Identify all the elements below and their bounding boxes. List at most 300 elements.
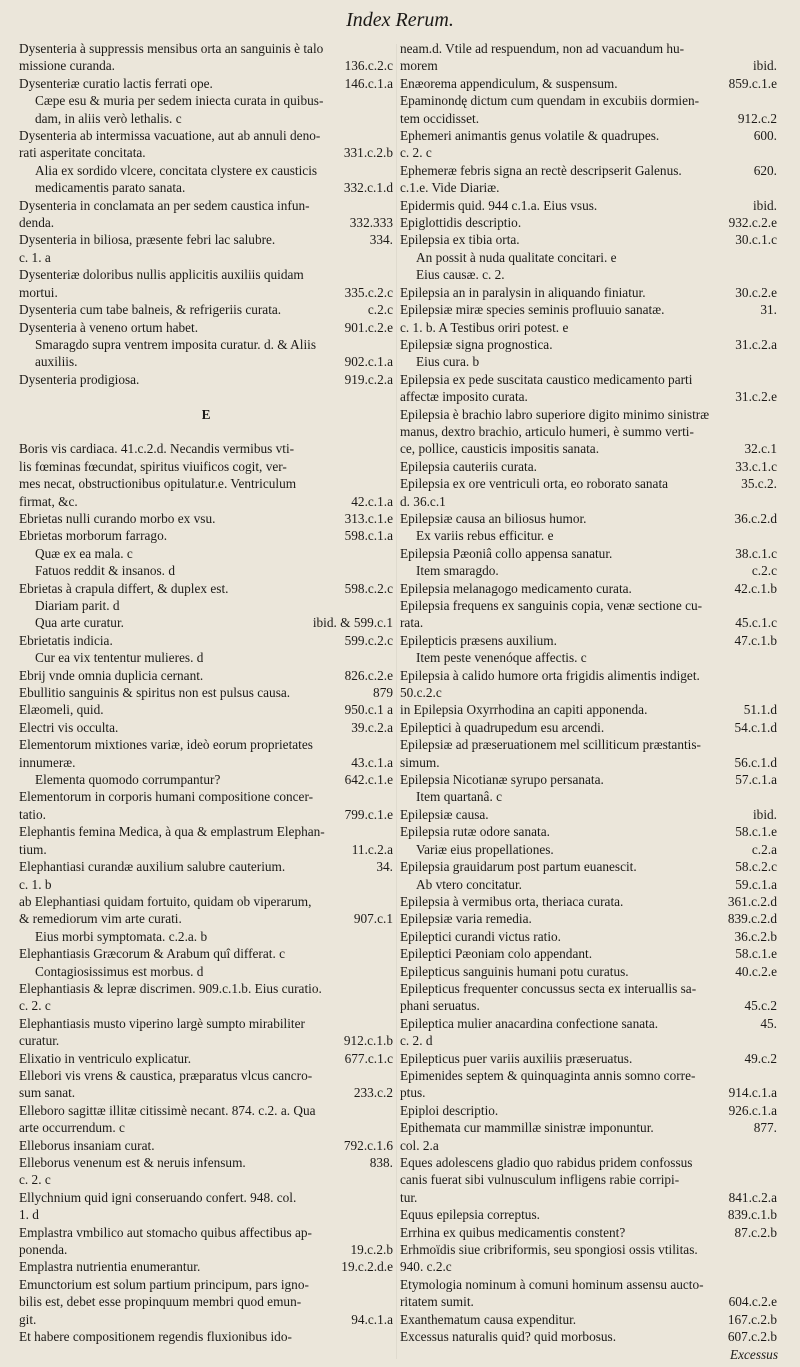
entry-reference: 332.333 bbox=[349, 215, 393, 231]
index-entry bbox=[19, 1154, 393, 1171]
entry-text: Eques adolescens gladio quo rabidus pridem confossus bbox=[400, 1155, 693, 1170]
entry-reference: 45.c.2 bbox=[744, 998, 777, 1014]
index-entry bbox=[400, 1050, 777, 1067]
entry-text: Cur ea vix tententur mulieres. d bbox=[35, 650, 204, 666]
index-entry bbox=[400, 440, 777, 457]
entry-text: d. 36.c.1 bbox=[400, 493, 446, 509]
index-entry bbox=[400, 510, 777, 527]
index-entry bbox=[19, 701, 393, 718]
index-entry bbox=[400, 493, 777, 510]
entry-text: Elleborus insaniam curat. bbox=[19, 1137, 155, 1153]
entry-text: Epilepsia Nicotianæ syrupo persanata. bbox=[400, 772, 604, 788]
entry-text: arte occurrendum. c bbox=[19, 1120, 125, 1136]
index-entry bbox=[19, 231, 393, 248]
index-entry bbox=[19, 945, 393, 962]
entry-text: Et habere compositionem regendis fluxionibus ido- bbox=[19, 1329, 292, 1345]
entry-text: Epileptici Pæoniam colo appendant. bbox=[400, 946, 593, 962]
entry-reference: 42.c.1.b bbox=[734, 580, 777, 596]
index-entry bbox=[19, 1189, 393, 1206]
entry-reference: 598.c.2.c bbox=[344, 580, 393, 596]
index-entry bbox=[19, 301, 393, 318]
page-header: Index Rerum. bbox=[346, 9, 454, 31]
entry-text: Elementorum mixtiones variæ, ideò eorum proprietates bbox=[19, 737, 313, 753]
entry-text: Epilepsia à vermibus orta, theriaca curata. bbox=[400, 893, 624, 909]
entry-text: Boris vis cardiaca. 41.c.2.d. Necandis vermibus vti- bbox=[19, 441, 295, 457]
index-entry bbox=[19, 162, 393, 179]
index-entry bbox=[19, 823, 393, 840]
entry-text: & remediorum vim arte curati. bbox=[19, 911, 182, 927]
index-entry bbox=[19, 319, 393, 336]
index-entry bbox=[19, 423, 393, 440]
index-entry bbox=[19, 40, 393, 57]
index-entry bbox=[400, 353, 777, 370]
index-entry bbox=[400, 580, 777, 597]
entry-text: Emplastra vmbilico aut stomacho quibus affectibus ap- bbox=[19, 1224, 312, 1240]
index-entry bbox=[400, 475, 777, 492]
index-entry bbox=[400, 1171, 777, 1188]
index-entry bbox=[19, 458, 393, 475]
entry-text: Epilepsiæ ad præseruationem mel scilliticum præstantis- bbox=[400, 737, 701, 753]
entry-reference: 94.c.1.a bbox=[351, 1311, 393, 1327]
index-entry bbox=[400, 1084, 777, 1101]
index-entry bbox=[400, 684, 777, 701]
entry-text: Smaragdo supra ventrem imposita curatur. d. & Aliis bbox=[35, 336, 317, 352]
entry-text: phani seruatus. bbox=[400, 998, 480, 1014]
index-entry bbox=[19, 1276, 393, 1293]
entry-text: tium. bbox=[19, 841, 47, 857]
entry-text: Elixatio in ventriculo explicatur. bbox=[19, 1050, 192, 1066]
entry-text: Emunctorium est solum partium principum, pars igno- bbox=[19, 1276, 309, 1292]
index-entry bbox=[19, 1258, 393, 1275]
index-entry bbox=[400, 1206, 777, 1223]
entry-text: Elementorum in corporis humani compositione concer- bbox=[19, 789, 314, 805]
index-entry bbox=[400, 1189, 777, 1206]
entry-reference: 36.c.2.d bbox=[734, 510, 777, 526]
entry-text: Elephantiasis & lepræ discrimen. 909.c.1.b. Eius curatio. bbox=[19, 980, 322, 996]
index-entry bbox=[19, 771, 393, 788]
entry-reference: 35.c.2. bbox=[741, 476, 777, 492]
index-entry bbox=[400, 788, 777, 805]
entry-text: affectæ imposito curata. bbox=[400, 389, 528, 405]
left-column bbox=[19, 40, 393, 1365]
entry-reference: c.2.a bbox=[751, 841, 777, 857]
index-entry bbox=[19, 632, 393, 649]
entry-reference: 879 bbox=[373, 685, 393, 701]
entry-text: Epilepticus frequenter concussus secta ex interuallis sa- bbox=[400, 980, 697, 996]
index-entry bbox=[400, 423, 777, 440]
entry-text: Epileptica mulier anacardina confectione sanata. bbox=[400, 1015, 659, 1031]
index-entry bbox=[19, 580, 393, 597]
index-entry bbox=[400, 841, 777, 858]
entry-text: tem occidisset. bbox=[400, 110, 480, 126]
entry-text: Dysenteria ab intermissa vacuatione, aut ab annuli deno- bbox=[19, 128, 321, 144]
entry-reference: ibid. & 599.c.1 bbox=[312, 615, 393, 631]
entry-text: Dysenteriæ curatio lactis ferrati ope. bbox=[19, 75, 213, 91]
index-entry bbox=[19, 92, 393, 109]
entry-reference: 43.c.1.a bbox=[351, 754, 393, 770]
entry-reference: 56.c.1.d bbox=[734, 754, 777, 770]
entry-text: c. 2. c bbox=[19, 998, 51, 1014]
entry-reference: 859.c.1.e bbox=[728, 75, 777, 91]
index-entry bbox=[19, 1206, 393, 1223]
entry-text: Epilepsia melanagogo medicamento curata. bbox=[400, 580, 632, 596]
entry-text: Ebrietas nulli curando morbo ex vsu. bbox=[19, 510, 216, 526]
index-entry bbox=[400, 127, 777, 144]
entry-text: Item quartanâ. c bbox=[416, 789, 503, 805]
index-entry bbox=[400, 1311, 777, 1328]
index-entry bbox=[400, 597, 777, 614]
index-entry bbox=[400, 1102, 777, 1119]
section-letter bbox=[19, 406, 393, 423]
index-entry bbox=[19, 440, 393, 457]
entry-reference: 40.c.2.e bbox=[735, 963, 777, 979]
index-entry bbox=[19, 963, 393, 980]
index-entry bbox=[400, 406, 777, 423]
entry-reference: 47.c.1.b bbox=[734, 632, 777, 648]
index-entry bbox=[400, 858, 777, 875]
entry-text: Ab vtero concitatur. bbox=[416, 876, 522, 892]
entry-text: Epilepsia rutæ odore sanata. bbox=[400, 824, 550, 840]
index-entry bbox=[400, 179, 777, 196]
index-entry bbox=[19, 284, 393, 301]
entry-reference: 950.c.1 a bbox=[344, 702, 393, 718]
entry-text: Epidermis quid. 944 c.1.a. Eius vsus. bbox=[400, 197, 598, 213]
entry-reference: 38.c.1.c bbox=[735, 545, 777, 561]
entry-text: c. 1. a bbox=[19, 249, 51, 265]
entry-text: Ellebori vis vrens & caustica, præparatus vlcus cancro- bbox=[19, 1067, 313, 1083]
index-entry bbox=[19, 754, 393, 771]
entry-text: Fatuos reddit & insanos. d bbox=[35, 563, 175, 579]
entry-reference: 42.c.1.a bbox=[351, 493, 393, 509]
entry-reference: 912.c.1.b bbox=[343, 1033, 393, 1049]
entry-text: firmat, &c. bbox=[19, 493, 78, 509]
index-entry bbox=[19, 127, 393, 144]
index-entry bbox=[400, 266, 777, 283]
entry-text: Elephantis femina Medica, à qua & emplastrum Elephan- bbox=[19, 824, 325, 840]
entry-text: Epiglottidis descriptio. bbox=[400, 215, 522, 231]
entry-reference: 902.c.1.a bbox=[344, 354, 393, 370]
index-entry bbox=[400, 40, 777, 57]
index-entry bbox=[19, 353, 393, 370]
entry-text: Ebullitio sanguinis & spiritus non est pulsus causa. bbox=[19, 685, 291, 701]
entry-text: Epilepsia à calido humore orta frigidis alimentis indiget. bbox=[400, 667, 700, 683]
entry-reference: 599.c.2.c bbox=[344, 632, 393, 648]
entry-reference: 233.c.2 bbox=[353, 1085, 393, 1101]
entry-reference: 31.c.2.a bbox=[735, 336, 777, 352]
entry-text: Epilepticis præsens auxilium. bbox=[400, 632, 557, 648]
entry-reference: 45. bbox=[760, 1015, 777, 1031]
entry-reference: 136.c.2.c bbox=[344, 58, 393, 74]
entry-text: Elephantiasis Græcorum & Arabum quî differat. c bbox=[19, 946, 285, 962]
entry-text: c. 2. d bbox=[400, 1033, 433, 1049]
entry-text: mes necat, obstructionibus opitulatur.e. Ventriculum bbox=[19, 476, 297, 492]
index-entry bbox=[400, 632, 777, 649]
index-entry bbox=[400, 997, 777, 1014]
entry-text: Eius morbi symptomata. c.2.a. b bbox=[35, 928, 208, 944]
entry-text: in Epilepsia Oxyrrhodina an capiti apponenda. bbox=[400, 702, 648, 718]
entry-reference: 932.c.2.e bbox=[728, 215, 777, 231]
entry-reference: 11.c.2.a bbox=[351, 841, 393, 857]
entry-text: medicamentis parato sanata. bbox=[35, 180, 186, 196]
entry-text: Epilepsiæ causa. bbox=[400, 806, 489, 822]
entry-text: Excessus naturalis quid? quid morbosus. bbox=[400, 1329, 617, 1345]
entry-reference: 620. bbox=[753, 162, 777, 178]
entry-reference: 877. bbox=[753, 1120, 777, 1136]
index-entry bbox=[19, 1119, 393, 1136]
entry-text: c.1.e. Vide Diariæ. bbox=[400, 180, 500, 196]
index-entry bbox=[19, 371, 393, 388]
index-entry bbox=[400, 110, 777, 127]
index-entry bbox=[400, 197, 777, 214]
entry-text: ptus. bbox=[400, 1085, 426, 1101]
entry-text: Elleboro sagittæ illitæ citissimè necant. 874. c.2. a. Qua bbox=[19, 1102, 316, 1118]
index-entry bbox=[19, 510, 393, 527]
entry-text: Emplastra nutrientia enumerantur. bbox=[19, 1259, 201, 1275]
entry-reference: 839.c.2.d bbox=[727, 911, 777, 927]
entry-text: Epileptici à quadrupedum esu arcendi. bbox=[400, 719, 605, 735]
entry-reference: 19.c.2.b bbox=[350, 1242, 393, 1258]
entry-text: innumeræ. bbox=[19, 754, 76, 770]
index-entry bbox=[19, 1137, 393, 1154]
index-entry bbox=[19, 197, 393, 214]
entry-text: Ex variis rebus efficitur. e bbox=[416, 528, 554, 544]
entry-reference: 331.c.2.b bbox=[343, 145, 393, 161]
index-entry bbox=[400, 1241, 777, 1258]
index-entry bbox=[400, 1258, 777, 1275]
entry-text: 1. d bbox=[19, 1207, 39, 1223]
entry-text: c. 2. c bbox=[400, 145, 432, 161]
entry-text: Epithemata cur mammillæ sinistræ imponuntur. bbox=[400, 1120, 654, 1136]
entry-text: Epilepsia frequens ex sanguinis copia, venæ sectione cu- bbox=[400, 598, 703, 613]
entry-reference: ibid. bbox=[752, 58, 777, 74]
entry-reference: 926.c.1.a bbox=[728, 1102, 777, 1118]
entry-text: curatur. bbox=[19, 1033, 60, 1049]
index-entry bbox=[400, 1119, 777, 1136]
entry-text: lis fœminas fœcundat, spiritus viuificos cogit, ver- bbox=[19, 458, 287, 474]
entry-text: c. 1. b bbox=[19, 876, 52, 892]
entry-text: c. 1. b. A Testibus oriri potest. e bbox=[400, 319, 569, 335]
entry-reference: 841.c.2.a bbox=[728, 1189, 777, 1205]
index-entry bbox=[400, 754, 777, 771]
index-entry bbox=[400, 527, 777, 544]
index-entry bbox=[19, 649, 393, 666]
index-entry bbox=[400, 893, 777, 910]
index-entry bbox=[400, 301, 777, 318]
index-entry bbox=[400, 806, 777, 823]
index-entry bbox=[19, 876, 393, 893]
index-entry bbox=[400, 249, 777, 266]
entry-text: ab Elephantiasi quidam fortuito, quidam ob viperarum, bbox=[19, 893, 312, 909]
entry-text: Epiploi descriptio. bbox=[400, 1102, 499, 1118]
index-entry bbox=[400, 336, 777, 353]
entry-text: Epilepsia è brachio labro superiore digito minimo sinistræ bbox=[400, 406, 710, 422]
entry-text: Epaminondę dictum cum quendam in excubiis dormien- bbox=[400, 93, 700, 109]
entry-reference: 54.c.1.d bbox=[734, 719, 777, 735]
index-entry bbox=[19, 893, 393, 910]
index-entry bbox=[400, 771, 777, 788]
entry-text: Dysenteria cum tabe balneis, & refrigeriis curata. bbox=[19, 302, 282, 318]
index-entry bbox=[19, 144, 393, 161]
index-entry bbox=[19, 667, 393, 684]
entry-text: Epilepsia Pæoniâ collo appensa sanatur. bbox=[400, 545, 613, 561]
entry-text: Eius cura. b bbox=[416, 354, 480, 370]
index-entry bbox=[19, 336, 393, 353]
entry-text: Item smaragdo. bbox=[416, 563, 499, 579]
entry-text: Dysenteria prodigiosa. bbox=[19, 371, 140, 387]
index-entry bbox=[400, 1137, 777, 1154]
entry-reference: 39.c.2.a bbox=[351, 719, 393, 735]
index-entry bbox=[19, 1050, 393, 1067]
entry-reference: 33.c.1.c bbox=[735, 458, 777, 474]
entry-reference: 677.c.1.c bbox=[344, 1050, 393, 1066]
entry-text: Ebrietas à crapula differt, & duplex est. bbox=[19, 580, 229, 596]
entry-reference: 58.c.2.c bbox=[735, 859, 777, 875]
entry-text: Ellychnium quid igni conseruando confert. 948. col. bbox=[19, 1189, 297, 1205]
index-entry bbox=[400, 701, 777, 718]
entry-reference: 57.c.1.a bbox=[735, 772, 777, 788]
entry-reference: 30.c.1.c bbox=[735, 232, 777, 248]
entry-text: Ebrij vnde omnia duplicia cernant. bbox=[19, 667, 204, 683]
entry-text: Qua arte curatur. bbox=[35, 615, 124, 631]
entry-text: Epilepsia ex tibia orta. bbox=[400, 232, 520, 248]
entry-text: Eius causæ. c. 2. bbox=[416, 267, 505, 283]
entry-text: ce, pollice, causticis impositis sanata. bbox=[400, 441, 600, 457]
index-entry bbox=[19, 493, 393, 510]
entry-reference: 30.c.2.e bbox=[735, 284, 777, 300]
entry-text: Elæomeli, quid. bbox=[19, 702, 104, 718]
index-entry bbox=[400, 545, 777, 562]
entry-text: col. 2.a bbox=[400, 1137, 439, 1153]
index-entry bbox=[19, 57, 393, 74]
index-entry bbox=[19, 684, 393, 701]
index-entry bbox=[19, 928, 393, 945]
entry-text: Epilepsiæ causa an biliosus humor. bbox=[400, 510, 587, 526]
index-entry bbox=[400, 1015, 777, 1032]
entry-text: Item peste venenóque affectis. c bbox=[416, 650, 587, 666]
index-entry bbox=[19, 997, 393, 1014]
index-entry bbox=[19, 1015, 393, 1032]
entry-text: mortui. bbox=[19, 284, 58, 300]
index-entry bbox=[19, 614, 393, 631]
entry-text: auxiliis. bbox=[35, 354, 78, 370]
entry-text: Epilepticus puer variis auxiliis præseruatus. bbox=[400, 1050, 633, 1066]
index-entry bbox=[400, 231, 777, 248]
index-entry bbox=[19, 1293, 393, 1310]
entry-reference: 335.c.2.c bbox=[344, 284, 393, 300]
index-entry bbox=[400, 1032, 777, 1049]
entry-text: Ebrietatis indicia. bbox=[19, 632, 113, 648]
entry-text: neam.d. Vtile ad respuendum, non ad vacuandum hu- bbox=[400, 41, 685, 56]
entry-text: ponenda. bbox=[19, 1242, 68, 1258]
entry-reference: 32.c.1 bbox=[744, 441, 777, 457]
entry-reference: 87.c.2.b bbox=[734, 1224, 777, 1240]
index-entry bbox=[400, 823, 777, 840]
entry-text: Epilepsiæ miræ species seminis profluuio sanatæ. bbox=[400, 302, 665, 318]
entry-text: manus, dextro brachio, articulo humeri, è summo verti- bbox=[400, 423, 694, 439]
index-entry bbox=[19, 1102, 393, 1119]
entry-reference: 361.c.2.d bbox=[727, 893, 777, 909]
entry-reference: 826.c.2.e bbox=[344, 667, 393, 683]
entry-text: An possit à nuda qualitate concitari. e bbox=[416, 249, 617, 265]
index-entry bbox=[19, 1032, 393, 1049]
entry-text: Epilepsiæ varia remedia. bbox=[400, 911, 532, 927]
entry-text: Elementa quomodo corrumpantur? bbox=[35, 772, 221, 788]
entry-text: Erhmoïdis siue cribriformis, seu spongiosi ossis vtilitas. bbox=[400, 1242, 698, 1258]
index-entry bbox=[19, 266, 393, 283]
index-entry bbox=[400, 371, 777, 388]
right-column bbox=[400, 40, 777, 1365]
entry-text: Dysenteria à veneno ortum habet. bbox=[19, 319, 199, 335]
index-entry bbox=[19, 719, 393, 736]
entry-reference: ibid. bbox=[752, 197, 777, 213]
entry-text: Epilepsia ex ore ventriculi orta, eo roborato sanata bbox=[400, 476, 669, 492]
index-entry bbox=[400, 963, 777, 980]
entry-reference: 334. bbox=[369, 232, 393, 248]
entry-text: Dysenteria à suppressis mensibus orta an sanguinis è talo bbox=[19, 41, 324, 56]
entry-reference: 31. bbox=[760, 302, 777, 318]
index-entry bbox=[19, 980, 393, 997]
index-entry bbox=[400, 649, 777, 666]
index-entry bbox=[400, 92, 777, 109]
entry-text: denda. bbox=[19, 215, 55, 231]
entry-reference: 914.c.1.a bbox=[728, 1085, 777, 1101]
entry-reference: 19.c.2.d.e bbox=[341, 1259, 393, 1275]
entry-text: Ephemeræ febris signa an rectè descripserit Galenus. bbox=[400, 162, 682, 178]
index-entry bbox=[19, 1328, 393, 1345]
index-entry bbox=[19, 841, 393, 858]
entry-reference: 600. bbox=[753, 128, 777, 144]
index-entry bbox=[19, 858, 393, 875]
index-entry bbox=[19, 1084, 393, 1101]
index-entry bbox=[19, 597, 393, 614]
entry-reference: 167.c.2.b bbox=[727, 1311, 777, 1327]
entry-text: Electri vis occulta. bbox=[19, 719, 119, 735]
entry-text: Quæ ex ea mala. c bbox=[35, 545, 133, 561]
index-entry bbox=[400, 876, 777, 893]
index-entry bbox=[19, 562, 393, 579]
index-entry bbox=[19, 110, 393, 127]
entry-reference: 907.c.1 bbox=[353, 911, 393, 927]
index-entry bbox=[400, 736, 777, 753]
entry-text: 50.c.2.c bbox=[400, 685, 442, 701]
index-entry bbox=[400, 1276, 777, 1293]
entry-text: Epilepsia ex pede suscitata caustico medicamento parti bbox=[400, 371, 693, 387]
entry-reference: 642.c.1.e bbox=[344, 772, 393, 788]
column-divider bbox=[396, 44, 397, 1359]
entry-text: Elleborus venenum est & neruis infensum. bbox=[19, 1155, 246, 1170]
index-entry bbox=[400, 928, 777, 945]
entry-text: Cæpe esu & muria per sedem iniecta curata in quibus- bbox=[35, 93, 324, 109]
index-entry bbox=[400, 284, 777, 301]
entry-reference: 51.1.d bbox=[743, 702, 777, 718]
index-entry bbox=[400, 1067, 777, 1084]
index-entry bbox=[19, 214, 393, 231]
index-entry bbox=[400, 667, 777, 684]
entry-reference: 58.c.1.e bbox=[735, 824, 777, 840]
index-entry bbox=[400, 319, 777, 336]
entry-reference: c.2.c bbox=[367, 302, 393, 318]
index-entry bbox=[19, 475, 393, 492]
entry-text: Equus epilepsia correptus. bbox=[400, 1207, 540, 1223]
entry-reference: 912.c.2 bbox=[737, 110, 777, 126]
entry-text: Epilepticus sanguinis humani potu curatus. bbox=[400, 963, 629, 979]
entry-text: 940. c.2.c bbox=[400, 1259, 452, 1275]
index-entry bbox=[19, 1067, 393, 1084]
entry-reference: 901.c.2.e bbox=[344, 319, 393, 335]
entry-reference: 49.c.2 bbox=[744, 1050, 777, 1066]
entry-text: Enæorema appendiculum, & suspensum. bbox=[400, 75, 618, 91]
index-entry bbox=[400, 214, 777, 231]
